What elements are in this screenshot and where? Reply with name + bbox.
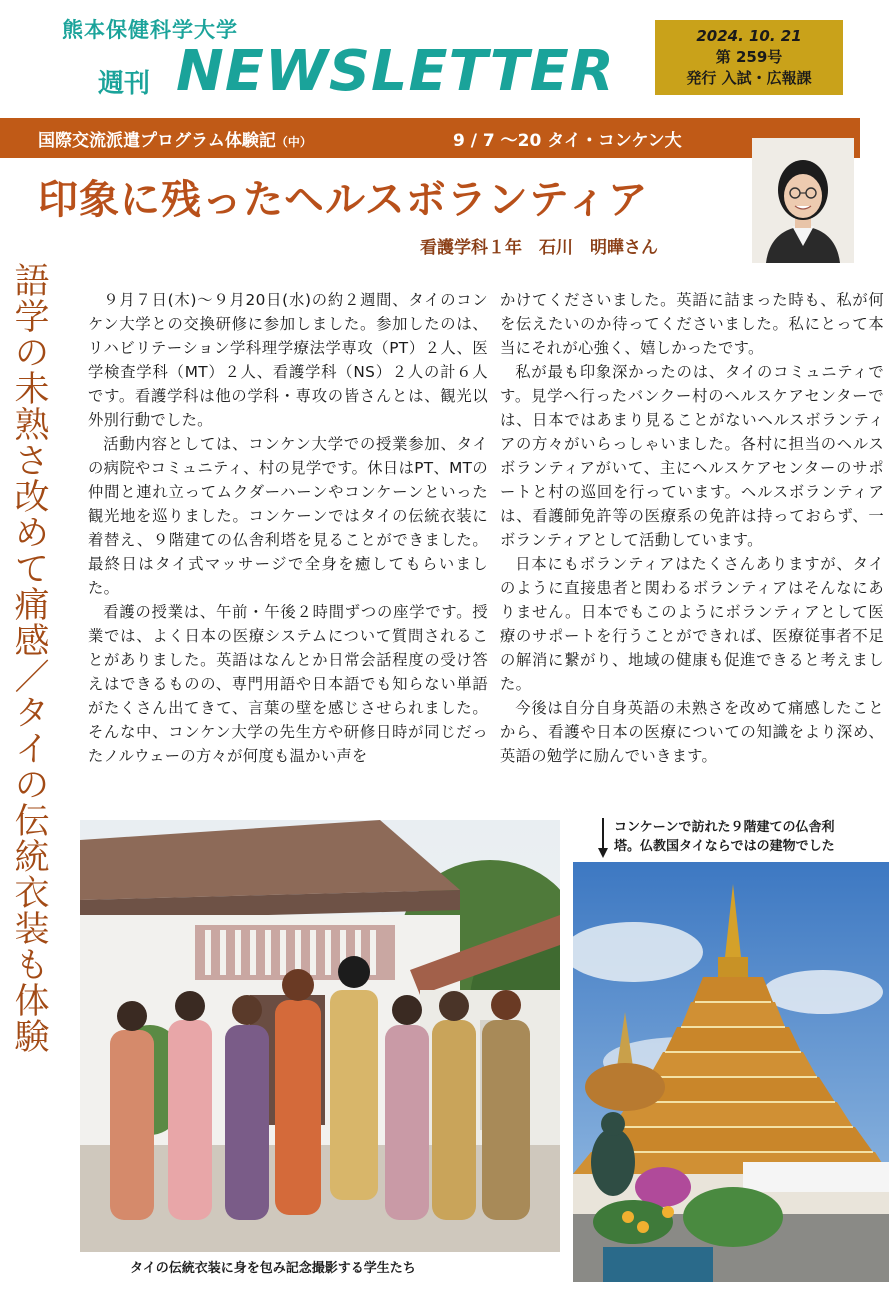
newsletter-title: NEWSLETTER <box>176 39 615 104</box>
article-column-1 <box>88 288 488 768</box>
issue-number: 第 259号 <box>715 48 783 66</box>
paragraph: 看護の授業は、午前・午後２時間ずつの座学です。授業では、よく日本の医療システムについて質問されることがありました。英語はなんとか日常会話程度の受け答えはできるものの、専門用語や日本語でも知らない単語がたくさん出てきて、言葉の壁を感じさせられました。そんな中、コンケン大学の先生方や研修日時が同じだったノルウェーの方々が何度も温かい声を <box>88 603 488 765</box>
article-headline: 印象に残ったヘルスボランティア <box>38 177 649 223</box>
group-photo-image <box>80 820 560 1252</box>
paragraph: 今後は自分自身英語の未熟さを改めて痛感したことから、看護や日本の医療についての知識をより深め、英語の勉学に励んでいきます。 <box>500 699 884 765</box>
program-band <box>0 118 860 158</box>
paragraph: ９月７日(木)～９月20日(水)の約２週間、タイのコンケン大学との交換研修に参加しました。参加したのは、リハビリテーション学科理学療法学専攻（PT）２人、医学検査学科（MT）２人、看護学科（NS）２人の計６人です。看護学科は他の学科・専攻の皆さんとは、観光以外別行動でした。 <box>88 291 488 429</box>
article-author: 看護学科１年 石川 明曄さん <box>420 238 658 258</box>
paragraph-continued: かけてくださいました。英語に詰まった時も、私が何を伝えたいのか待ってくださいました。私にとって本当にそれが心強く、嬉しかったです。 <box>500 291 884 357</box>
paragraph: 私が最も印象深かったのは、タイのコミュニティです。見学へ行ったバンクー村のヘルスケアセンターでは、日本ではあまり見ることがないヘルスボランティアの方々がいらっしゃいました。各村に担当のヘルスボランティアがいて、主にヘルスケアセンターのサポートと村の巡回を行っています。ヘルスボランティアは、看護師免許等の医療系の免許は持っておらず、一ボランティアとして活動しています。 <box>500 363 884 549</box>
publisher: 発行 入試・広報課 <box>686 69 812 87</box>
group-photo-caption: タイの伝統衣装に身を包み記念撮影する学生たち <box>130 1261 416 1276</box>
portrait-image <box>752 138 854 263</box>
pagoda-photo <box>573 862 889 1282</box>
issue-info-box <box>655 20 843 95</box>
author-portrait <box>752 138 854 263</box>
pagoda-caption-line-1: コンケーンで訪れた９階建ての仏舎利 <box>614 820 835 835</box>
pagoda-caption <box>614 818 835 856</box>
article-column-2 <box>500 288 884 768</box>
vertical-subtitle: 語学の未熟さ改めて痛感／タイの伝統衣装も体験 <box>9 262 49 1054</box>
issue-date: 2024. 10. 21 <box>696 27 802 45</box>
group-photo <box>80 820 560 1252</box>
program-dates: 9 / 7 ～20 タイ・コンケン大 <box>453 131 682 151</box>
paragraph: 日本にもボランティアはたくさんありますが、タイのように直接患者と関わるボランティアはそんなにありません。日本でもこのようにボランティアとして医療のサポートを行うことができれば、医療従事者不足の解消に繋がり、地域の健康も促進できると考えました。 <box>500 555 884 693</box>
weekly-label: 週刊 <box>98 69 151 99</box>
university-name: 熊本保健科学大学 <box>62 18 238 42</box>
paragraph: 活動内容としては、コンケン大学での授業参加、タイの病院やコミュニティ、村の見学です。休日はPT、MTの仲間と連れ立ってムクダーハーンやコンケーンといった観光地を巡りました。コンケーンではタイの伝統衣装に着替え、９階建ての仏舎利塔を見ることができました。最終日はタイ式マッサージで全身を癒してもらいました。 <box>88 435 488 597</box>
down-arrow-icon <box>598 818 608 858</box>
program-part: （中） <box>275 135 312 149</box>
pagoda-caption-line-2: 塔。仏教国タイならではの建物でした <box>614 839 835 854</box>
program-label-text: 国際交流派遣プログラム体験記 <box>38 131 276 151</box>
pagoda-photo-image <box>573 862 889 1282</box>
program-label <box>38 126 312 151</box>
